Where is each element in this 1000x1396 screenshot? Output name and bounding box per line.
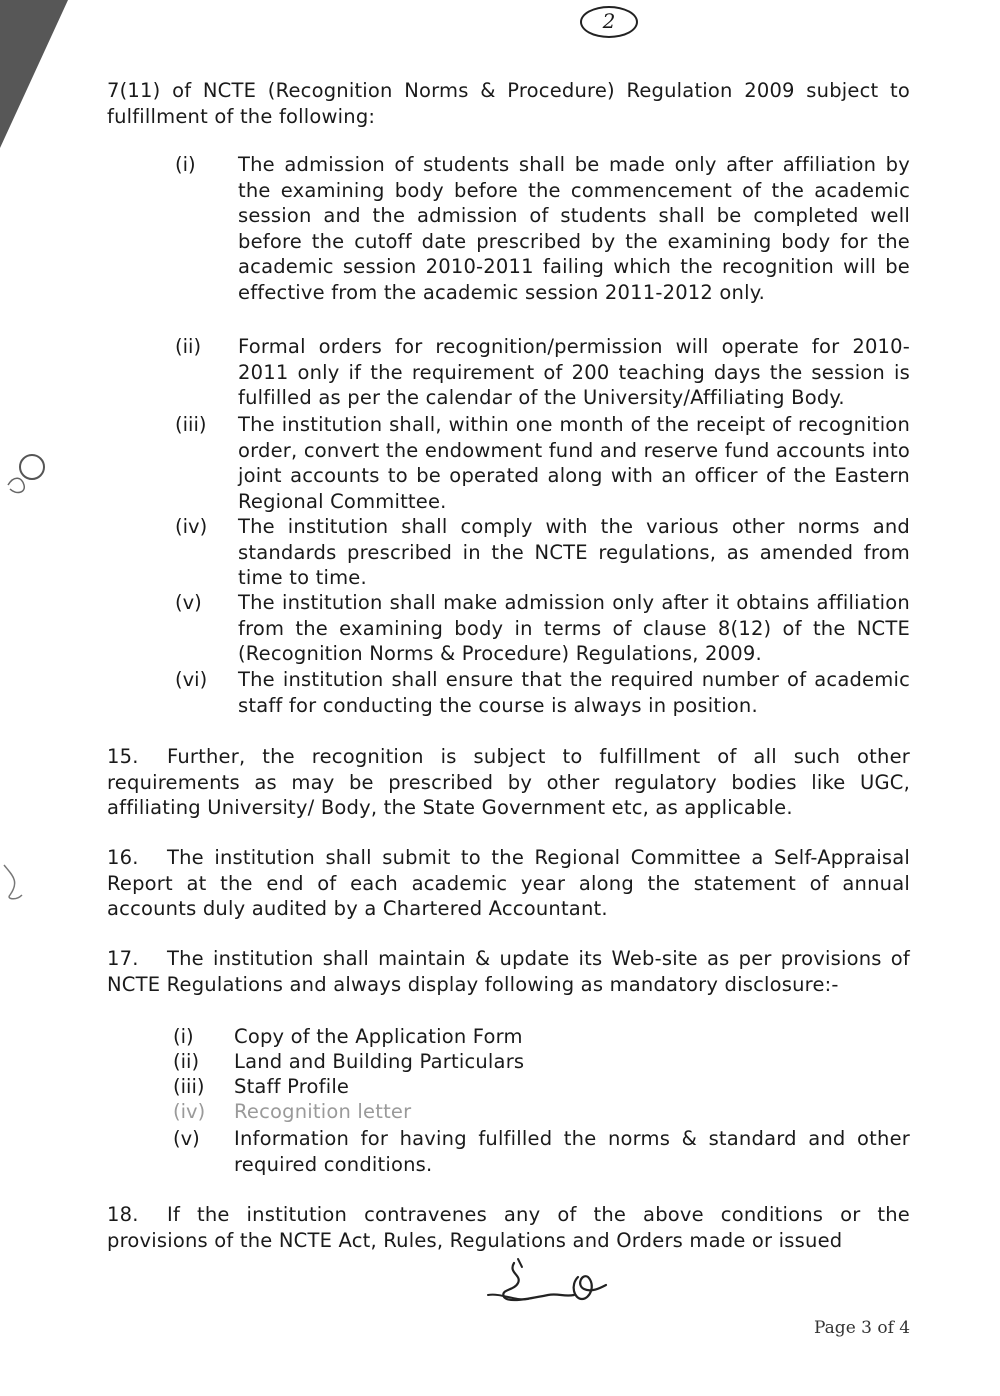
paragraph-text: If the institution contravenes any of the above conditions or the provisions of the NCTE Act, Rules, Regulations and Orders made or issued [107, 1203, 910, 1252]
condition-item [175, 590, 910, 667]
disclosure-number: (iv) [173, 1100, 206, 1123]
disclosure-item [173, 1049, 910, 1075]
paragraph-number: 18. [107, 1203, 139, 1226]
signature-mark [478, 1255, 618, 1315]
disclosure-item [173, 1074, 910, 1100]
paragraph-number: 15. [107, 745, 139, 768]
paragraph-number: 17. [107, 947, 139, 970]
disclosure-text: Recognition letter [234, 1100, 412, 1123]
handwritten-page-number: 2 [580, 6, 638, 38]
condition-text: The admission of students shall be made only after affiliation by the examining body before the commencement of the academic session and the admission of students shall be completed well before the cutoff date prescribed by the examining body for the academic session 2010-2011 failing which the recognition will be effective from the academic session 2011-2012 only. [238, 153, 910, 304]
condition-item [175, 334, 910, 411]
scan-smudge [0, 855, 40, 905]
condition-text: The institution shall ensure that the required number of academic staff for conducting the course is always in position. [238, 668, 910, 717]
disclosure-number: (ii) [173, 1050, 200, 1073]
paragraph-15 [107, 744, 910, 821]
paragraph-text: Further, the recognition is subject to fulfillment of all such other requirements as may be prescribed by other regulatory bodies like UGC, affiliating University/ Body, the State Government etc, as applicable. [107, 745, 910, 819]
punch-hole-mark [0, 445, 60, 505]
disclosure-text: Staff Profile [234, 1075, 350, 1098]
condition-item [175, 152, 910, 305]
disclosure-text: Copy of the Application Form [234, 1025, 523, 1048]
disclosure-text: Information for having fulfilled the norms & standard and other required conditions. [234, 1127, 910, 1176]
disclosure-item [173, 1099, 910, 1125]
condition-number: (iii) [175, 413, 207, 436]
page-number-footer: Page 3 of 4 [814, 1318, 911, 1338]
paragraph-16 [107, 845, 910, 922]
disclosure-number: (i) [173, 1025, 194, 1048]
condition-text: The institution shall, within one month of the receipt of recognition order, convert the endowment fund and reserve fund accounts into joint accounts to be operated along with an officer of the Eastern Regional Committee. [238, 413, 910, 513]
paragraph-text: The institution shall maintain & update its Web-site as per provisions of NCTE Regulations and always display following as mandatory disclosure:- [107, 947, 910, 996]
condition-item [175, 667, 910, 718]
condition-item [175, 412, 910, 514]
disclosure-text: Land and Building Particulars [234, 1050, 525, 1073]
condition-number: (i) [175, 153, 196, 176]
condition-number: (v) [175, 591, 202, 614]
condition-number: (ii) [175, 335, 202, 358]
disclosure-number: (iii) [173, 1075, 205, 1098]
paragraph-text: The institution shall submit to the Regional Committee a Self-Appraisal Report at the end of each academic year along the statement of annual accounts duly audited by a Chartered Accountant. [107, 846, 910, 920]
condition-number: (vi) [175, 668, 208, 691]
condition-text: The institution shall make admission only after it obtains affiliation from the examining body in terms of clause 8(12) of the NCTE (Recognition Norms & Procedure) Regulations, 2009. [238, 591, 910, 665]
condition-text: The institution shall comply with the various other norms and standards prescribed in the NCTE regulations, as amended from time to time. [238, 515, 910, 589]
disclosure-item [173, 1126, 910, 1177]
disclosure-item [173, 1024, 910, 1050]
paragraph-number: 16. [107, 846, 139, 869]
condition-number: (iv) [175, 515, 208, 538]
condition-item [175, 514, 910, 591]
scan-corner-shadow [0, 0, 70, 150]
paragraph-17 [107, 946, 910, 997]
intro-paragraph: 7(11) of NCTE (Recognition Norms & Procedure) Regulation 2009 subject to fulfillment of the following: [107, 79, 910, 128]
condition-text: Formal orders for recognition/permission will operate for 2010-2011 only if the requirement of 200 teaching days the session is fulfilled as per the calendar of the University/Affiliating Body. [238, 335, 910, 409]
paragraph-18 [107, 1202, 910, 1253]
disclosure-number: (v) [173, 1127, 200, 1150]
